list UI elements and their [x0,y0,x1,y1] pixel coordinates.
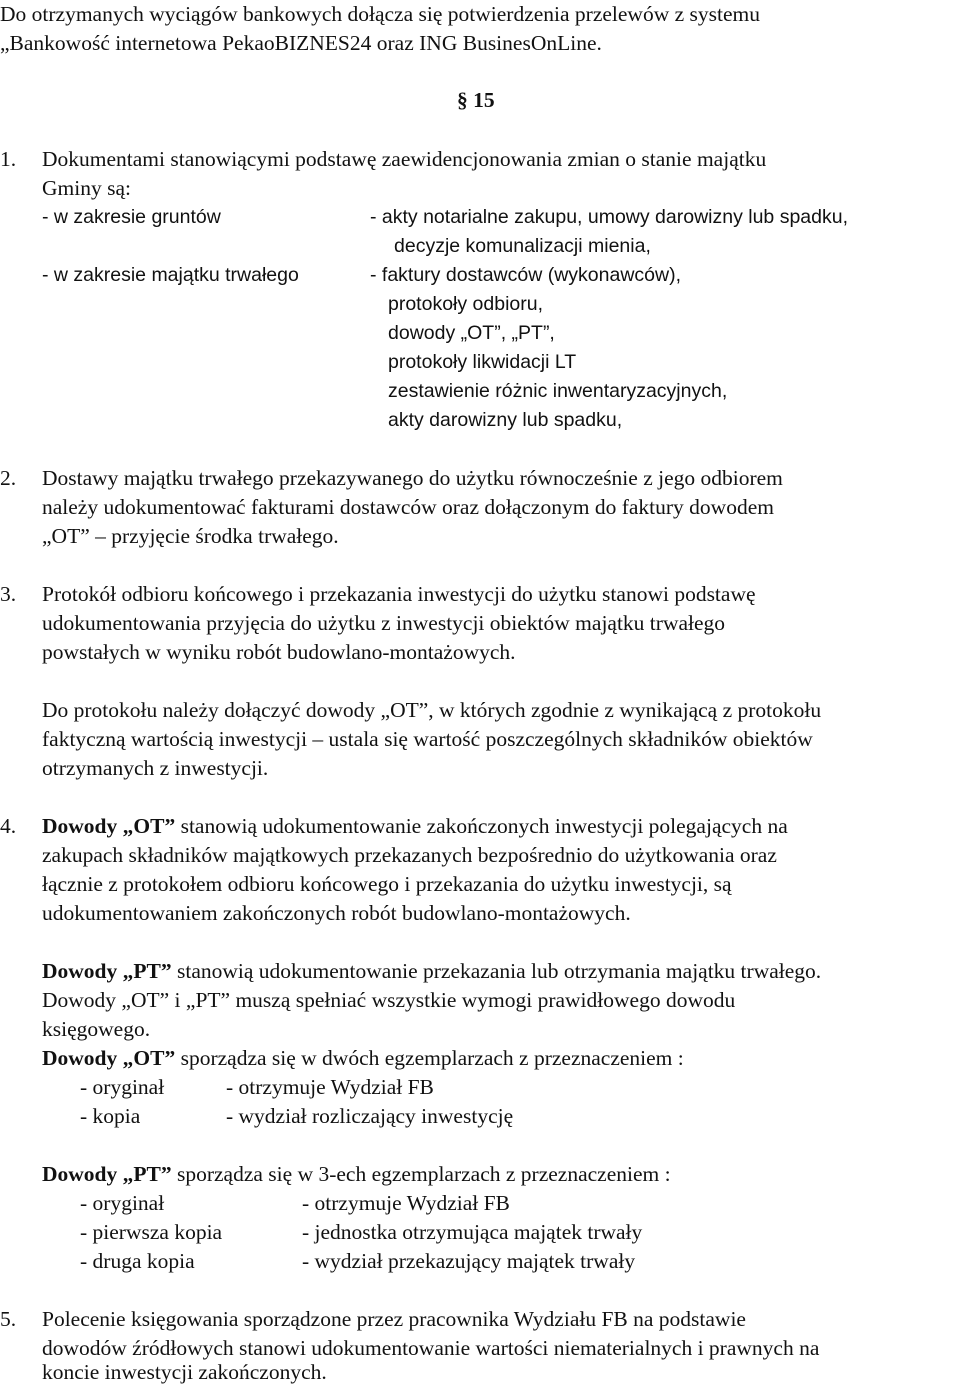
paragraph-number: 3. [0,582,17,606]
bold-term-ot: Dowody „OT” [42,1046,176,1070]
paragraph-5-line-3: koncie inwestycji zakończonych. [42,1360,327,1384]
copy-destination: - otrzymuje Wydział FB [302,1191,510,1215]
paragraph-1-line-1: Dokumentami stanowiącymi podstawę zaewidencjonowania zmian o stanie majątku [42,147,767,171]
paragraph-2-line-3: „OT” – przyjęcie środka trwałego. [42,524,339,548]
document-item: - faktury dostawców (wykonawców), [370,264,682,286]
paragraph-4-line-1: stanowią udokumentowanie zakończonych inwestycji polegających na [175,814,788,838]
paragraph-number: 5. [0,1307,17,1331]
pt-definition: stanowią udokumentowanie przekazania lub otrzymania majątku trwałego. [171,959,822,983]
paragraph-2-line-1: Dostawy majątku trwałego przekazywanego do użytku równocześnie z jego odbiorem [42,466,783,490]
document-item: - akty notarialne zakupu, umowy darowizny lub spadku, [370,206,848,228]
paragraph-3-sub-line-2: faktyczną wartością inwestycji – ustala się wartość poszczególnych składników obiektów [42,727,813,751]
paragraph-3-sub-line-3: otrzymanych z inwestycji. [42,756,269,780]
bold-term-pt: Dowody „PT” [42,959,172,983]
document-item: dowody „OT”, „PT”, [388,322,555,344]
copy-label: - oryginał [80,1075,165,1099]
intro-line-2: „Bankowość internetowa PekaoBIZNES24 oraz ING BusinesOnLine. [0,31,602,55]
copy-label: - pierwsza kopia [80,1220,223,1244]
copy-label: - kopia [80,1104,141,1128]
category-label-land: - w zakresie gruntów [42,206,221,228]
paragraph-4-line-3: łącznie z protokołem odbioru końcowego i przekazania do użytku inwestycji, są [42,872,732,896]
document-item: zestawienie różnic inwentaryzacyjnych, [388,380,728,402]
paragraph-5-line-1: Polecenie księgowania sporządzone przez pracownika Wydziału FB na podstawie [42,1307,746,1331]
paragraph-1-line-2: Gminy są: [42,176,131,200]
ot-copies-intro: sporządza się w dwóch egzemplarzach z przeznaczeniem : [175,1046,684,1070]
section-marker: § 15 [457,88,495,112]
category-label-fixed-assets: - w zakresie majątku trwałego [42,264,299,286]
document-item: decyzje komunalizacji mienia, [394,235,651,257]
paragraph-3-line-1: Protokół odbioru końcowego i przekazania inwestycji do użytku stanowi podstawę [42,582,756,606]
document-item: akty darowizny lub spadku, [388,409,623,431]
copy-destination: - wydział przekazujący majątek trwały [302,1249,636,1273]
copy-destination: - jednostka otrzymująca majątek trwały [302,1220,643,1244]
requirements-line-2: księgowego. [42,1017,151,1041]
copy-destination: - otrzymuje Wydział FB [226,1075,434,1099]
paragraph-4-line-4: udokumentowaniem zakończonych robót budowlano-montażowych. [42,901,631,925]
intro-line-1: Do otrzymanych wyciągów bankowych dołącza się potwierdzenia przelewów z systemu [0,2,760,26]
paragraph-2-line-2: należy udokumentować fakturami dostawców oraz dołączonym do faktury dowodem [42,495,774,519]
bold-term-ot: Dowody „OT” [42,814,176,838]
copy-label: - oryginał [80,1191,165,1215]
paragraph-5-line-2: dowodów źródłowych stanowi udokumentowanie wartości niematerialnych i prawnych na [42,1336,820,1360]
requirements-line-1: Dowody „OT” i „PT” muszą spełniać wszystkie wymogi prawidłowego dowodu [42,988,736,1012]
paragraph-number: 1. [0,147,17,171]
bold-term-pt: Dowody „PT” [42,1162,172,1186]
document-item: protokoły likwidacji LT [388,351,577,373]
paragraph-4-line-2: zakupach składników majątkowych przekazanych bezpośrednio do użytkowania oraz [42,843,777,867]
paragraph-3-line-3: powstałych w wyniku robót budowlano-montażowych. [42,640,516,664]
copy-label: - druga kopia [80,1249,195,1273]
paragraph-3-line-2: udokumentowania przyjęcia do użytku z inwestycji obiektów majątku trwałego [42,611,726,635]
copy-destination: - wydział rozliczający inwestycję [226,1104,514,1128]
paragraph-3-sub-line-1: Do protokołu należy dołączyć dowody „OT”, w których zgodnie z wynikającą z protokołu [42,698,822,722]
pt-copies-intro: sporządza się w 3-ech egzemplarzach z przeznaczeniem : [171,1162,671,1186]
document-item: protokoły odbioru, [388,293,544,315]
paragraph-number: 2. [0,466,17,490]
paragraph-number: 4. [0,814,17,838]
